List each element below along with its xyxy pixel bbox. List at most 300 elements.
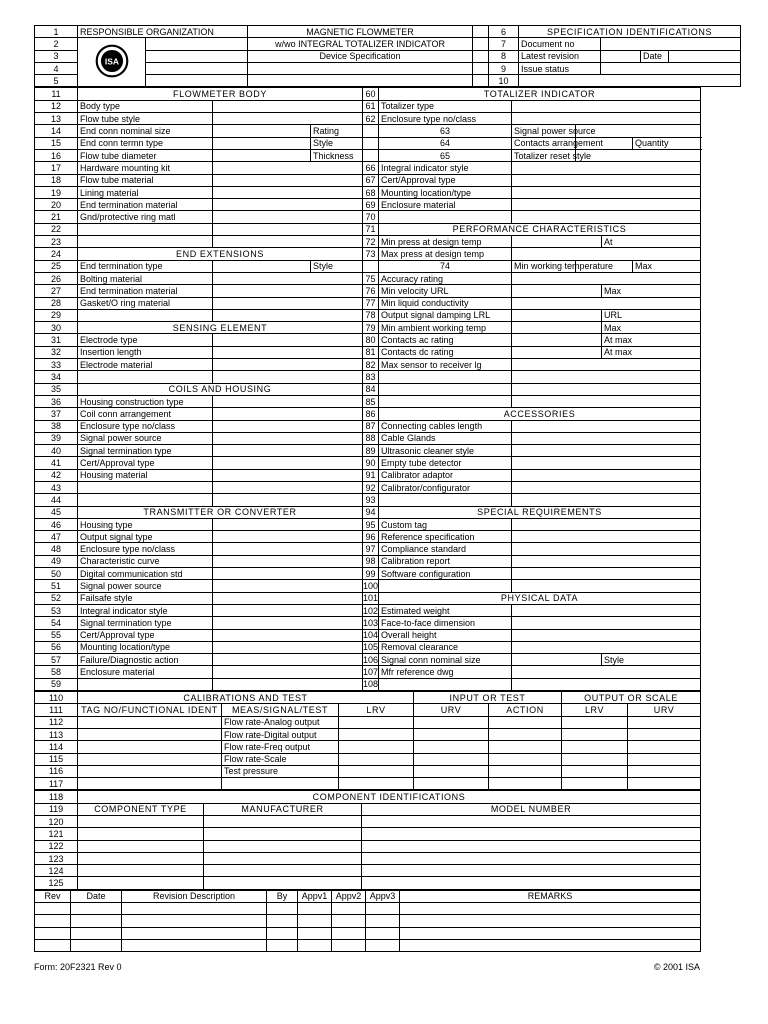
issue-status-field[interactable] — [601, 62, 741, 74]
appv1-header: Appv1 — [298, 890, 332, 902]
model-number-field[interactable] — [362, 852, 701, 864]
manufacturer-field[interactable] — [204, 865, 362, 877]
row-number: 3 — [35, 50, 78, 62]
row-number: 23 — [35, 236, 78, 248]
field-value[interactable] — [213, 395, 363, 407]
revision-field[interactable] — [35, 927, 71, 939]
manufacturer-field[interactable] — [204, 877, 362, 889]
field-value[interactable] — [213, 199, 363, 211]
row-number: 98 — [363, 555, 379, 567]
field-value[interactable] — [512, 297, 701, 309]
field-value[interactable] — [213, 408, 363, 420]
field-label: Gasket/O ring material — [78, 297, 213, 309]
section-heading: SPECIAL REQUIREMENTS — [379, 506, 701, 518]
field-label: Min liquid conductivity — [379, 297, 512, 309]
field-value[interactable] — [213, 494, 363, 506]
row-number: 6 — [489, 26, 519, 38]
revision-field[interactable] — [298, 939, 332, 951]
calibration-value[interactable] — [414, 765, 489, 777]
field-value[interactable] — [512, 469, 701, 481]
field-value[interactable] — [512, 666, 701, 678]
calibration-value[interactable] — [414, 741, 489, 753]
manufacturer-field[interactable] — [204, 840, 362, 852]
latest-revision-label: Latest revision — [519, 50, 601, 62]
revision-field[interactable] — [400, 915, 701, 927]
calibration-value[interactable] — [414, 753, 489, 765]
org-field[interactable] — [146, 75, 248, 87]
field-label: Enclosure material — [78, 666, 213, 678]
row-number: 26 — [35, 272, 78, 284]
row-number: 40 — [35, 445, 78, 457]
calibration-value[interactable] — [489, 778, 562, 790]
field-value[interactable] — [213, 420, 363, 432]
calibration-value[interactable] — [339, 753, 414, 765]
revision-field[interactable] — [298, 903, 332, 915]
manufacturer-field[interactable] — [204, 828, 362, 840]
field-label: Totalizer reset style — [512, 149, 576, 161]
field-value[interactable] — [213, 186, 363, 198]
field-value[interactable] — [213, 629, 363, 641]
row-number: 61 — [363, 100, 379, 112]
field-value[interactable] — [213, 531, 363, 543]
row-number: 45 — [35, 506, 78, 518]
row-number: 55 — [35, 629, 78, 641]
row-number: 62 — [363, 113, 379, 125]
field-label: Signal termination type — [78, 617, 213, 629]
section-heading: ACCESSORIES — [379, 408, 701, 420]
row-number: 67 — [363, 174, 379, 186]
spec-blank[interactable] — [519, 75, 741, 87]
field-value[interactable] — [213, 149, 311, 161]
row-number: 111 — [35, 704, 78, 716]
org-field[interactable] — [146, 38, 248, 50]
field-label — [379, 580, 512, 592]
row-number: 60 — [363, 88, 379, 100]
input-lrv-header: LRV — [339, 704, 414, 716]
field-value[interactable] — [512, 322, 602, 334]
field-value[interactable] — [512, 162, 701, 174]
row-number: 57 — [35, 654, 78, 666]
form-title: MAGNETIC FLOWMETER — [248, 26, 473, 38]
field-label: Output signal type — [78, 531, 213, 543]
row-number: 11 — [35, 88, 78, 100]
field-value[interactable] — [512, 248, 701, 260]
meas-signal-label: Flow rate-Analog output — [222, 716, 339, 728]
field-value[interactable] — [213, 432, 363, 444]
component-type-field[interactable] — [78, 816, 204, 828]
field-value[interactable] — [213, 346, 363, 358]
calibration-value[interactable] — [562, 728, 628, 740]
row-number: 104 — [363, 630, 379, 641]
field-value[interactable] — [512, 236, 602, 248]
revision-field[interactable] — [71, 927, 122, 939]
row-number: 75 — [363, 272, 379, 284]
revision-field[interactable] — [366, 939, 400, 951]
field-sublabel: Max — [602, 322, 701, 334]
component-type-field[interactable] — [78, 877, 204, 889]
section-heading: COILS AND HOUSING — [78, 383, 363, 395]
field-value[interactable] — [512, 555, 701, 567]
tag-field[interactable] — [78, 778, 222, 790]
row-number: 102 — [363, 605, 379, 616]
calibration-value[interactable] — [562, 753, 628, 765]
row-number: 65 — [379, 149, 512, 161]
calibration-value[interactable] — [339, 741, 414, 753]
tag-field[interactable] — [78, 741, 222, 753]
row-number: 39 — [35, 432, 78, 444]
row-number: 37 — [35, 408, 78, 420]
field-value[interactable] — [213, 174, 363, 186]
model-number-field[interactable] — [362, 865, 701, 877]
field-value[interactable] — [213, 125, 311, 137]
row-number: 42 — [35, 469, 78, 481]
row-number: 94 — [363, 506, 379, 518]
calibration-value[interactable] — [628, 728, 701, 740]
field-value[interactable] — [512, 420, 701, 432]
field-value[interactable] — [213, 481, 363, 493]
field-value[interactable] — [213, 555, 363, 567]
isa-logo — [78, 38, 146, 87]
field-value[interactable] — [213, 285, 363, 297]
tag-field[interactable] — [78, 716, 222, 728]
revision-field[interactable] — [400, 939, 701, 951]
action-header: ACTION — [489, 704, 562, 716]
field-label: Calibrator/configurator — [379, 481, 512, 493]
field-value[interactable] — [512, 531, 701, 543]
revision-field[interactable] — [35, 915, 71, 927]
field-value[interactable] — [512, 617, 701, 629]
calibration-value[interactable] — [562, 741, 628, 753]
field-value[interactable] — [213, 568, 363, 580]
revision-field[interactable] — [332, 903, 366, 915]
row-number: 108 — [363, 679, 379, 690]
section-heading: TRANSMITTER OR CONVERTER — [78, 506, 363, 518]
field-value[interactable] — [512, 445, 701, 457]
calibration-value[interactable] — [339, 778, 414, 790]
field-value[interactable] — [213, 113, 363, 125]
field-value[interactable] — [213, 297, 363, 309]
row-number: 33 — [35, 359, 78, 371]
field-value[interactable] — [512, 580, 701, 592]
field-label: Signal power source — [78, 580, 213, 592]
field-value[interactable] — [213, 334, 363, 346]
field-label: Output signal damping LRL — [379, 309, 512, 321]
field-value[interactable] — [512, 457, 701, 469]
revision-field[interactable] — [71, 903, 122, 915]
calibration-value[interactable] — [339, 765, 414, 777]
field-label: Failure/Diagnostic action — [78, 654, 213, 666]
calibration-value[interactable] — [628, 778, 701, 790]
revision-field[interactable] — [71, 939, 122, 951]
field-value[interactable] — [213, 260, 311, 272]
field-label: Insertion length — [78, 346, 213, 358]
field-value[interactable] — [512, 285, 602, 297]
field-label: Signal power source — [512, 125, 576, 137]
field-value[interactable] — [213, 137, 311, 149]
field-value[interactable] — [213, 162, 363, 174]
field-value[interactable] — [512, 432, 701, 444]
row-number: 56 — [35, 641, 78, 653]
field-value[interactable] — [213, 457, 363, 469]
field-value[interactable] — [512, 395, 701, 407]
output-urv-header: URV — [628, 704, 701, 716]
section-heading: FLOWMETER BODY — [78, 88, 363, 100]
field-value[interactable] — [213, 641, 363, 653]
revision-field[interactable] — [267, 939, 298, 951]
field-label: Integral indicator style — [379, 162, 512, 174]
row-number: 123 — [35, 852, 78, 864]
component-type-field[interactable] — [78, 828, 204, 840]
calibration-title: CALIBRATIONS AND TEST — [78, 692, 414, 704]
field-label: Ultrasonic cleaner style — [379, 445, 512, 457]
row-number: 84 — [363, 383, 379, 395]
date-field[interactable] — [669, 50, 741, 62]
calibration-value[interactable] — [562, 716, 628, 728]
model-number-field[interactable] — [362, 840, 701, 852]
revision-field[interactable] — [298, 915, 332, 927]
row-number: 70 — [363, 211, 379, 223]
field-value[interactable] — [213, 223, 363, 235]
field-value[interactable] — [512, 543, 701, 555]
field-label: Failsafe style — [78, 592, 213, 604]
field-value[interactable] — [213, 678, 363, 690]
revision-table — [34, 890, 701, 952]
field-value[interactable] — [213, 100, 363, 112]
calibration-value[interactable] — [339, 716, 414, 728]
component-type-field[interactable] — [78, 840, 204, 852]
field-label: Gnd/protective ring matl — [78, 211, 213, 223]
revision-field[interactable] — [298, 927, 332, 939]
calibration-value[interactable] — [628, 716, 701, 728]
row-number: 83 — [363, 371, 379, 383]
field-value[interactable] — [213, 666, 363, 678]
field-value[interactable] — [213, 580, 363, 592]
field-value[interactable] — [213, 654, 363, 666]
field-label: Signal termination type — [78, 445, 213, 457]
org-field[interactable] — [146, 62, 248, 74]
field-value[interactable] — [213, 445, 363, 457]
output-or-scale-header: OUTPUT OR SCALE — [562, 692, 701, 704]
field-value[interactable] — [512, 518, 701, 530]
revision-field[interactable] — [366, 903, 400, 915]
field-label: Compliance standard — [379, 543, 512, 555]
field-subvalue[interactable] — [363, 137, 379, 149]
row-number: 103 — [363, 617, 379, 628]
row-number: 50 — [35, 568, 78, 580]
revision-field[interactable] — [400, 927, 701, 939]
row-number: 54 — [35, 617, 78, 629]
calibration-value[interactable] — [489, 753, 562, 765]
revision-field[interactable] — [122, 903, 267, 915]
calibration-value[interactable] — [489, 728, 562, 740]
field-label: Coil conn arrangement — [78, 408, 213, 420]
field-value[interactable] — [512, 100, 701, 112]
row-number: 69 — [363, 199, 379, 211]
revision-field[interactable] — [332, 927, 366, 939]
manufacturer-field[interactable] — [204, 816, 362, 828]
input-urv-header: URV — [414, 704, 489, 716]
field-sublabel: At — [602, 236, 701, 248]
field-label: End conn termn type — [78, 137, 213, 149]
field-value[interactable] — [512, 641, 701, 653]
row-number: 13 — [35, 113, 78, 125]
row-number: 78 — [363, 309, 379, 321]
calibration-value[interactable] — [489, 716, 562, 728]
component-type-header: COMPONENT TYPE — [78, 803, 204, 815]
field-label: Contacts ac rating — [379, 334, 512, 346]
meas-signal-label: Flow rate-Scale — [222, 753, 339, 765]
calibration-value[interactable] — [489, 765, 562, 777]
field-value[interactable] — [512, 199, 701, 211]
field-value[interactable] — [512, 186, 701, 198]
field-value[interactable] — [213, 211, 363, 223]
tag-field[interactable] — [78, 728, 222, 740]
field-label: Software configuration — [379, 568, 512, 580]
field-value[interactable] — [512, 568, 701, 580]
field-value[interactable] — [512, 654, 602, 666]
revision-field[interactable] — [35, 903, 71, 915]
model-number-field[interactable] — [362, 816, 701, 828]
row-number: 16 — [35, 149, 78, 161]
calibration-value[interactable] — [628, 765, 701, 777]
field-value[interactable] — [213, 309, 363, 321]
revision-field[interactable] — [267, 927, 298, 939]
section-heading: PERFORMANCE CHARACTERISTICS — [379, 223, 701, 235]
field-value[interactable] — [512, 113, 701, 125]
field-subvalue[interactable] — [363, 125, 379, 137]
row-number: 29 — [35, 309, 78, 321]
field-value[interactable] — [512, 494, 701, 506]
org-field[interactable] — [146, 50, 248, 62]
revision-field[interactable] — [332, 939, 366, 951]
revision-field[interactable] — [122, 927, 267, 939]
document-no-label: Document no — [519, 38, 601, 50]
row-number: 43 — [35, 481, 78, 493]
row-number: 12 — [35, 100, 78, 112]
field-value[interactable] — [512, 334, 602, 346]
revision-field[interactable] — [71, 915, 122, 927]
revision-field[interactable] — [366, 927, 400, 939]
latest-revision-field[interactable] — [601, 50, 641, 62]
remarks-header: REMARKS — [400, 890, 701, 902]
field-value[interactable] — [213, 604, 363, 616]
field-value[interactable] — [512, 272, 701, 284]
field-value[interactable] — [213, 236, 363, 248]
field-value[interactable] — [576, 149, 701, 161]
field-value[interactable] — [512, 359, 701, 371]
field-value[interactable] — [213, 518, 363, 530]
field-value[interactable] — [512, 383, 701, 395]
field-value[interactable] — [512, 211, 701, 223]
row-number: 95 — [363, 518, 379, 530]
field-value[interactable] — [213, 592, 363, 604]
field-value[interactable] — [213, 359, 363, 371]
row-number: 28 — [35, 297, 78, 309]
field-label: Enclosure type no/class — [78, 420, 213, 432]
field-value[interactable] — [512, 678, 701, 690]
calibration-value[interactable] — [414, 778, 489, 790]
revision-field[interactable] — [122, 915, 267, 927]
revision-field[interactable] — [122, 939, 267, 951]
calibration-value[interactable] — [414, 728, 489, 740]
field-value[interactable] — [213, 469, 363, 481]
spec-ident-title: SPECIFICATION IDENTIFICATIONS — [519, 26, 741, 38]
field-value[interactable] — [512, 481, 701, 493]
field-value[interactable] — [512, 346, 602, 358]
components-table — [34, 790, 701, 889]
row-number: 101 — [363, 593, 379, 604]
row-number: 24 — [35, 248, 78, 260]
revision-field[interactable] — [35, 939, 71, 951]
field-value[interactable] — [213, 272, 363, 284]
row-number: 41 — [35, 457, 78, 469]
model-number-field[interactable] — [362, 877, 701, 889]
row-number: 5 — [35, 75, 78, 87]
calibration-value[interactable] — [562, 765, 628, 777]
calibration-value[interactable] — [339, 728, 414, 740]
row-number: 17 — [35, 162, 78, 174]
row-number: 76 — [363, 285, 379, 297]
field-label: Digital communication std — [78, 568, 213, 580]
field-value[interactable] — [512, 309, 602, 321]
calibration-value[interactable] — [562, 778, 628, 790]
revision-field[interactable] — [332, 915, 366, 927]
date-header: Date — [71, 890, 122, 902]
meas-signal-label: Flow rate-Freq output — [222, 741, 339, 753]
row-number: 80 — [363, 334, 379, 346]
row-number: 116 — [35, 765, 78, 777]
tag-field[interactable] — [78, 765, 222, 777]
row-number: 9 — [489, 62, 519, 74]
calibration-value[interactable] — [628, 741, 701, 753]
calibration-value[interactable] — [489, 741, 562, 753]
model-number-field[interactable] — [362, 828, 701, 840]
field-subvalue[interactable] — [363, 260, 379, 272]
field-value[interactable] — [213, 371, 363, 383]
row-number: 71 — [363, 223, 379, 235]
row-number: 85 — [363, 395, 379, 407]
field-value[interactable] — [512, 604, 701, 616]
component-type-field[interactable] — [78, 852, 204, 864]
field-label: Calibration report — [379, 555, 512, 567]
field-value[interactable] — [213, 617, 363, 629]
field-value[interactable] — [512, 371, 701, 383]
field-value[interactable] — [512, 174, 701, 186]
revision-field[interactable] — [400, 903, 701, 915]
row-number: 88 — [363, 432, 379, 444]
meas-signal-header: MEAS/SIGNAL/TEST — [222, 704, 339, 716]
row-number: 114 — [35, 741, 78, 753]
revision-field[interactable] — [366, 915, 400, 927]
tag-field[interactable] — [78, 753, 222, 765]
isa-logo-text: ISA — [104, 56, 119, 67]
field-subvalue[interactable] — [363, 149, 379, 161]
revision-field[interactable] — [267, 903, 298, 915]
manufacturer-field[interactable] — [204, 852, 362, 864]
manufacturer-header: MANUFACTURER — [204, 803, 362, 815]
row-number: 10 — [489, 75, 519, 87]
component-type-field[interactable] — [78, 865, 204, 877]
row-number: 36 — [35, 395, 78, 407]
revision-field[interactable] — [267, 915, 298, 927]
field-value[interactable] — [512, 629, 701, 641]
document-no-field[interactable] — [601, 38, 741, 50]
field-value[interactable] — [213, 543, 363, 555]
calibration-value[interactable] — [414, 716, 489, 728]
field-sublabel: Max — [602, 285, 701, 297]
calibration-value[interactable] — [628, 753, 701, 765]
row-number: 18 — [35, 174, 78, 186]
